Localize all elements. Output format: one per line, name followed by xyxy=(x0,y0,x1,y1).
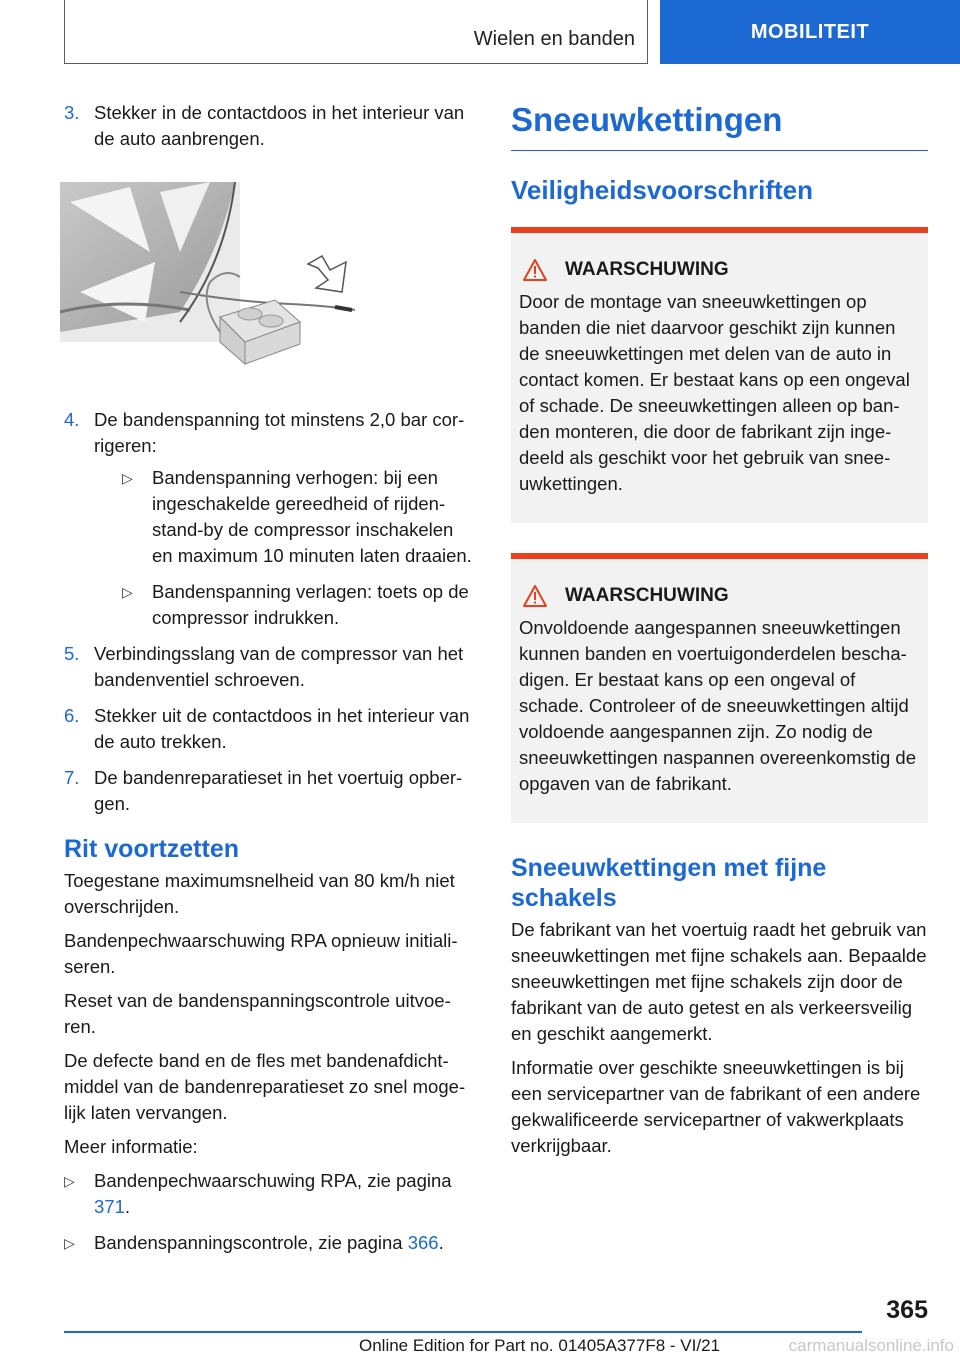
reference-end: . xyxy=(438,1232,444,1253)
right-column xyxy=(511,100,928,1167)
warning-box xyxy=(511,553,928,823)
warning-title: WAARSCHUWING xyxy=(565,585,729,606)
warning-title: WAARSCHUWING xyxy=(565,259,729,280)
paragraph: Informatie over geschikte sneeuwkettingen is bij een servicepartner van de fabrikant of een andere gekwalificeerde servicepartner of vakwerkplaats verkrijgbaar. xyxy=(511,1057,921,1156)
bullet-text: Bandenspanning verlagen: toets op de compressor indrukken. xyxy=(152,581,469,628)
section-heading-fijne-schakels: Sneeuwkettingen met fijne schakels xyxy=(511,854,827,912)
section-heading-rit-voortzetten: Rit voortzetten xyxy=(64,835,239,863)
triangle-right-icon: ▷ xyxy=(64,1173,75,1189)
paragraph: Bandenpechwaarschuwing RPA opnieuw initialiseren. xyxy=(64,930,458,977)
step-4-bullets xyxy=(94,465,476,631)
footer-watermark: carmanualsonline.info xyxy=(788,1336,954,1355)
tire-compressor-illustration xyxy=(60,182,360,377)
warning-header xyxy=(519,259,920,281)
header-chapter-tab[interactable]: MOBILITEIT xyxy=(660,0,960,64)
footer-divider xyxy=(64,1331,862,1333)
bullet-text: Bandenspanning verhogen: bij een ingeschakelde gereedheid of rijden-stand-by de compressor inschakelen en maximum 10 minuten laten draaien. xyxy=(152,467,472,566)
step-number: 4. xyxy=(64,409,80,430)
warning-box xyxy=(511,227,928,523)
paragraph: Reset van de bandenspanningscontrole uitvoeren. xyxy=(64,990,451,1037)
reference-text: Bandenspanningscontrole, zie pagina xyxy=(94,1232,408,1253)
step-number: 7. xyxy=(64,767,80,788)
header-section-title: Wielen en banden xyxy=(473,28,635,50)
reference-text: Bandenpechwaarschuwing RPA, zie pagina xyxy=(94,1170,452,1191)
warning-triangle-icon xyxy=(523,585,547,607)
triangle-right-icon: ▷ xyxy=(64,1235,75,1251)
step-6 xyxy=(64,703,476,755)
page-number: 365 xyxy=(886,1296,928,1324)
step-number: 3. xyxy=(64,102,80,123)
triangle-right-icon: ▷ xyxy=(122,584,133,600)
reference-end: . xyxy=(124,1196,131,1217)
page-link-366[interactable]: 366 xyxy=(407,1232,439,1253)
step-4 xyxy=(64,407,476,631)
warning-triangle-icon xyxy=(523,259,547,281)
paragraph: Meer informatie: xyxy=(64,1136,198,1157)
paragraph: De defecte band en de fles met bandenafdichtmiddel van de bandenreparatieset zo snel mogelijk laten vervangen. xyxy=(64,1050,466,1123)
footer-edition: Online Edition for Part no. 01405A377F8 - VI/21 xyxy=(358,1336,720,1355)
step-5 xyxy=(64,641,476,693)
step-text: Stekker in de contactdoos in het interieur van de auto aanbrengen. xyxy=(94,102,465,149)
step-3 xyxy=(64,100,476,152)
page-title: Sneeuwkettingen xyxy=(511,100,928,151)
step-text: Stekker uit de contactdoos in het interieur van de auto trekken. xyxy=(94,705,470,752)
list-item xyxy=(122,465,476,569)
warning-header xyxy=(519,585,920,607)
step-text: De bandenspanning tot minstens 2,0 bar corrigeren: xyxy=(94,409,465,456)
paragraph: Toegestane maximumsnelheid van 80 km/h niet overschrijden. xyxy=(64,870,455,917)
step-number: 6. xyxy=(64,705,80,726)
step-text: De bandenreparatieset in het voertuig opbergen. xyxy=(94,767,463,814)
section-heading-veiligheidsvoorschriften: Veiligheidsvoorschriften xyxy=(511,175,813,205)
warning-text: Onvoldoende aangespannen sneeuwkettingen kunnen banden en voertuigonderdelen beschadigen. Er bestaat kans op een ongeval of schade. Controleer of de sneeuwkettingen altijd voldoende aangespannen zijn. Zo nodig de sneeuwkettingen naspannen overeenkomstig de opgaven van de fabrikant. xyxy=(519,617,917,794)
reference-item-bandenspanning xyxy=(64,1230,476,1256)
step-7 xyxy=(64,765,476,817)
header-section-box xyxy=(64,0,648,64)
page-link-371[interactable]: 371 xyxy=(94,1196,125,1217)
triangle-right-icon: ▷ xyxy=(122,470,133,486)
step-number: 5. xyxy=(64,643,80,664)
list-item xyxy=(122,579,476,631)
paragraph: De fabrikant van het voertuig raadt het gebruik van sneeuwkettingen met fijne schakels aan. Bepaalde sneeuwkettingen met fijne schakels zijn door de fabrikant van de auto getest en als verkeersveilig en geschikt aangemerkt. xyxy=(511,919,927,1044)
reference-item-rpa xyxy=(64,1168,476,1220)
step-text: Verbindingsslang van de compressor van het bandenventiel schroeven. xyxy=(94,643,464,690)
warning-text: Door de montage van sneeuwkettingen op banden die niet daarvoor geschikt zijn kunnen de sneeuwkettingen met delen van de auto in contact komen. Er bestaat kans op een ongeval of schade. De sneeuwkettingen alleen op banden monteren, die door de fabrikant zijn ingedeeld als geschikt voor het gebruik van sneeuwkettingen. xyxy=(519,291,910,494)
page-header xyxy=(0,0,960,66)
left-column xyxy=(64,100,476,1266)
